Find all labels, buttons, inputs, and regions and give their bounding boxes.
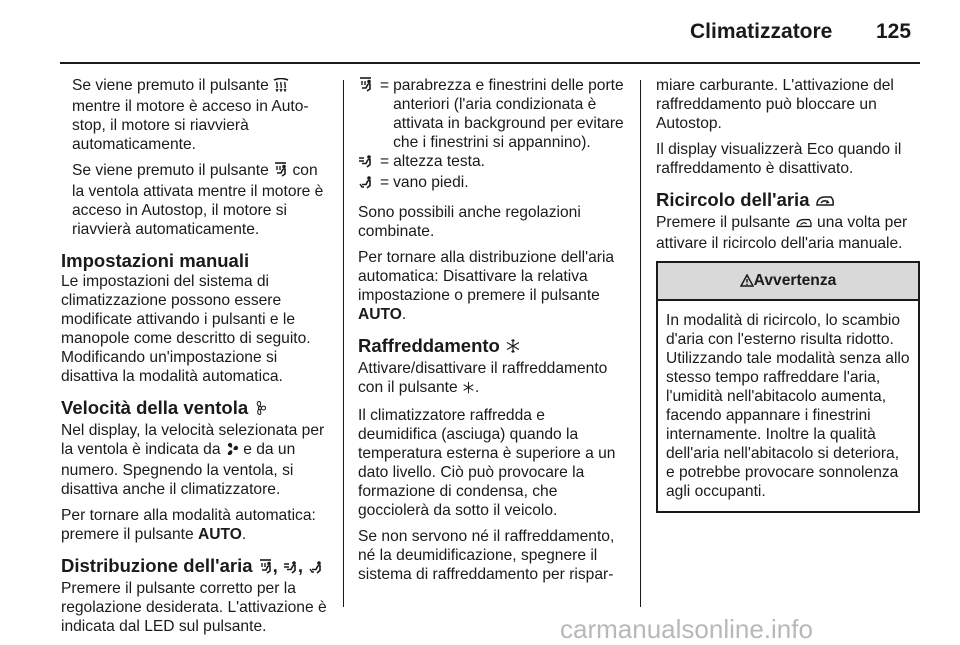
definition-windscreen: = parabrezza e finestrini delle porte anteriori (l'aria condizionata è attivata in background per evitare che i finestrini si appannino). (358, 76, 626, 152)
paragraph-manual-settings: Le impostazioni del sistema di climatizzazione possono essere modificate attivando i pulsanti e le manopole come descritto di seguito. Modificando un'impostazione si disattiva la modalità automatica. (61, 273, 311, 385)
column-3 (656, 76, 920, 513)
eco-label: Eco (806, 141, 834, 158)
column-divider-1 (343, 80, 344, 607)
auto-label: AUTO (358, 306, 402, 323)
fan-filled-icon (225, 442, 239, 461)
paragraph-fan-speed: Nel display, la velocità selezionata per la ventola è indicata da e da un numero. Spegnendo la ventola, si disattiva anche il climatizzatore. (61, 422, 325, 498)
paragraph-cooling-condensation: Il climatizzatore raffredda e deumidifica (asciuga) quando la temperatura esterna è superiore a un dato livello. Ciò può provocare la formazione di condensa, che gocciolerà da sotto il veicolo. (358, 407, 616, 519)
max-defrost-icon (273, 78, 289, 97)
airflow-definitions (358, 76, 626, 194)
warning-title: Avvertenza (753, 272, 837, 289)
column-2 (358, 76, 626, 591)
warning-header (658, 263, 918, 301)
windscreen-airflow-icon (273, 162, 288, 182)
foot-airflow-icon (358, 174, 373, 194)
paragraph-recirculation: Premere il pulsante una volta per attivare il ricircolo dell'aria manuale. (656, 214, 908, 252)
warning-box (656, 261, 920, 513)
heading-manual-settings: Impostazioni manuali (61, 250, 250, 271)
paragraph-combined: Sono possibili anche regolazioni combinate. (358, 204, 581, 240)
heading-fan-speed: Velocità della ventola (61, 397, 327, 421)
recirculation-icon (815, 191, 835, 213)
snowflake-icon (462, 380, 475, 399)
heading-recirculation: Ricircolo dell'aria (656, 189, 920, 213)
head-airflow-icon (358, 153, 373, 173)
fan-icon (253, 399, 267, 421)
watermark: carmanualsonline.info (560, 614, 813, 644)
heading-air-distribution: Distribuzione dell'aria , , (61, 555, 327, 579)
paragraph-autostop-windscreen: Se viene premuto il pulsante con la ventola attivata mentre il motore è acceso in Autostop, il motore si riavvierà automaticamente. (72, 162, 324, 238)
page-title: Climatizzatore (690, 20, 833, 43)
paragraph-air-distribution: Premere il pulsante corretto per la regolazione desiderata. L'attivazione è indicata dal LED sul pulsante. (61, 580, 327, 635)
paragraph-autostop-defrost: Se viene premuto il pulsante mentre il motore è acceso in Auto-stop, il motore si riavvierà automaticamente. (72, 77, 309, 153)
paragraph-cooling-off: Se non servono né il raffreddamento, né la deumidificazione, spegnere il sistema di raffreddamento per rispar- (358, 528, 615, 583)
windscreen-airflow-icon (258, 557, 273, 579)
foot-airflow-icon (308, 557, 323, 579)
warning-icon (740, 273, 754, 292)
paragraph-continued: miare carburante. L'attivazione del raffreddamento può bloccare un Autostop. (656, 77, 894, 132)
windscreen-airflow-icon (358, 77, 373, 97)
paragraph-return-auto: Per tornare alla distribuzione dell'aria automatica: Disattivare la relativa impostazione o premere il pulsante AUTO. (358, 249, 615, 323)
snowflake-icon (505, 337, 521, 359)
paragraph-cooling-toggle: Attivare/disattivare il raffreddamento con il pulsante . (358, 359, 626, 399)
definition-feet: = vano piedi. (358, 173, 626, 194)
page-number: 125 (876, 20, 912, 43)
auto-label: AUTO (197, 526, 242, 543)
paragraph-auto-mode: Per tornare alla modalità automatica: premere il pulsante AUTO. (61, 507, 316, 543)
column-1 (61, 76, 327, 643)
heading-cooling: Raffreddamento (358, 335, 626, 359)
recirculation-icon (795, 215, 813, 234)
definition-head: = altezza testa. (358, 152, 626, 173)
header-rule (60, 62, 920, 64)
paragraph-eco: Il display visualizzerà Eco quando il raffreddamento è disattivato. (656, 141, 902, 177)
warning-body: In modalità di ricircolo, lo scambio d'aria con l'esterno risulta ridotto. Utilizzando tale modalità senza allo stesso tempo raffreddare l'aria, l'umidità nell'abitacolo aumenta, facendo appannare i finestrini internamente. Inoltre la qualità dell'aria nell'abitacolo si deteriora, e potrebbe provocare sonnolenza agli occupanti. (666, 312, 910, 500)
head-airflow-icon (283, 557, 298, 579)
column-divider-2 (640, 80, 641, 607)
